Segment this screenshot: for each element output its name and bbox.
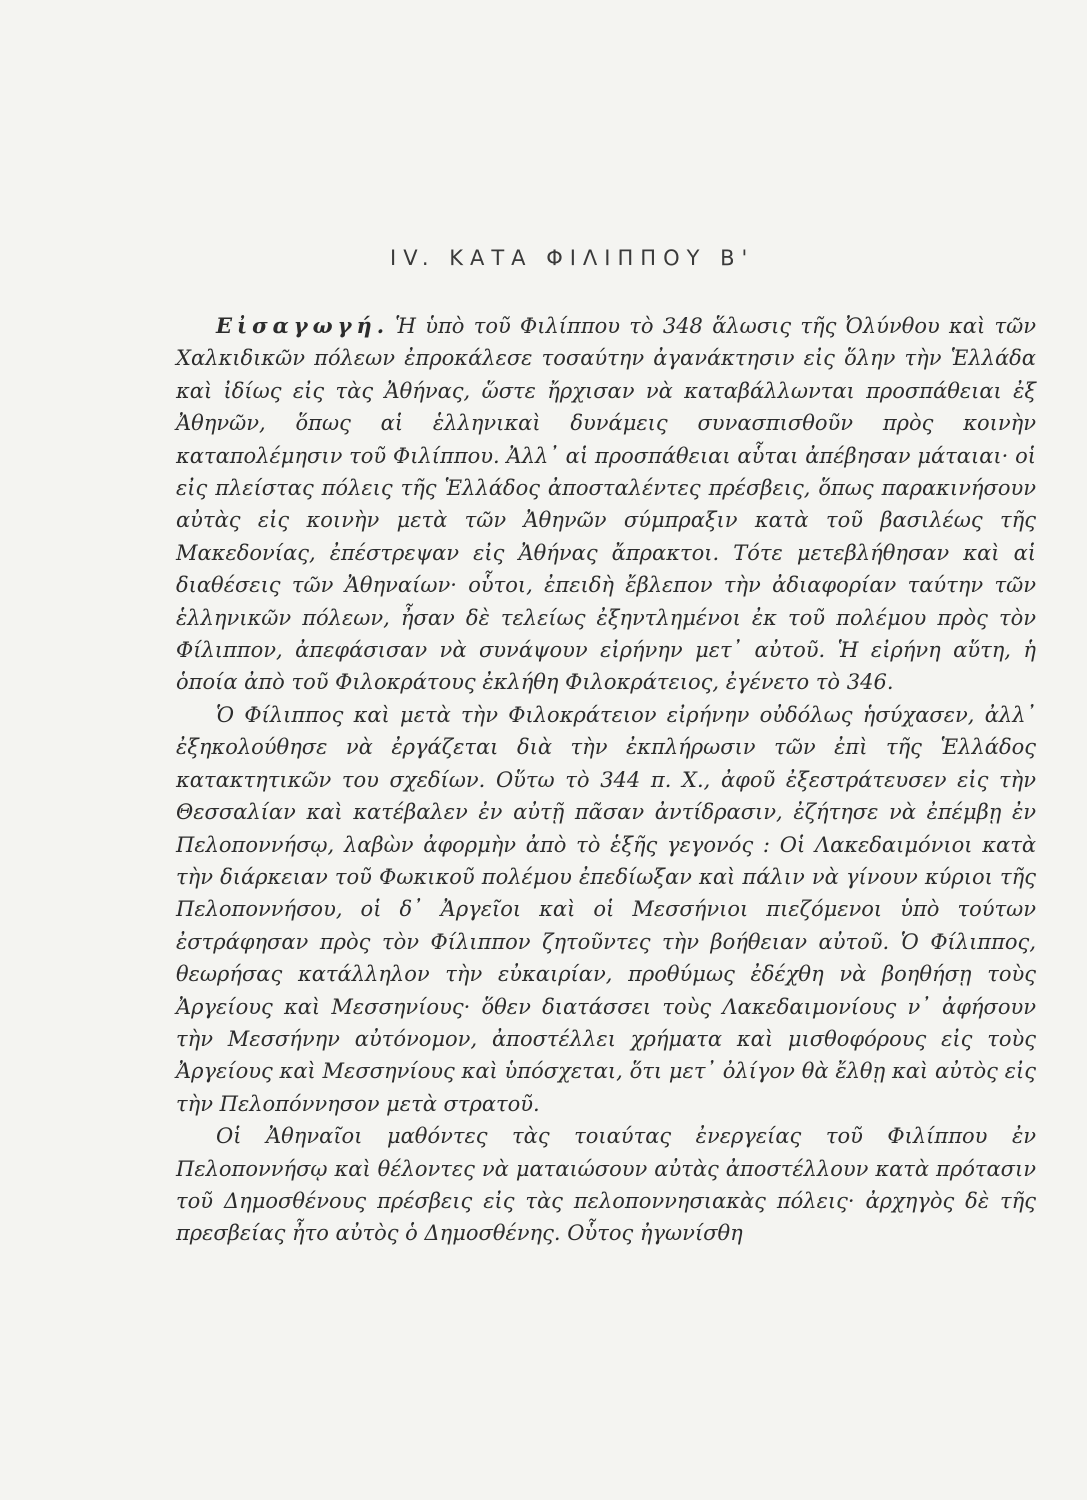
paragraph-3: Οἱ Ἀθηναῖοι μαθόντες τὰς τοιαύτας ἐνεργείας τοῦ Φιλίππου ἐν Πελοποννήσῳ καὶ θέλοντες νὰ ματαιώσουν αὐτὰς ἀποστέλλουν κατὰ πρότασιν τοῦ Δημοσθένους πρέσβεις εἰς τὰς πελοποννησιακὰς πόλεις· ἀρχηγὸς δὲ τῆς πρεσβείας ἦτο αὐτὸς ὁ Δημοσθένης. Οὗτος ἠγωνίσθη bbox=[176, 1124, 1036, 1246]
paragraph-1 bbox=[176, 310, 1036, 699]
body-text bbox=[176, 310, 1036, 1250]
chapter-title: IV. ΚΑΤΑ ΦΙΛΙΠΠΟΥ Β' bbox=[390, 246, 755, 270]
paragraph-2: Ὁ Φίλιππος καὶ μετὰ τὴν Φιλοκράτειον εἰρήνην οὐδόλως ἡσύχασεν, ἀλλ᾽ ἐξηκολούθησε νὰ ἐργάζεται διὰ τὴν ἐκπλήρωσιν τῶν ἐπὶ τῆς Ἑλλάδος κατακτητικῶν του σχεδίων. Οὕτω τὸ 344 π. Χ., ἀφοῦ ἐξεστράτευσεν εἰς τὴν Θεσσαλίαν καὶ κατέβαλεν ἐν αὐτῇ πᾶσαν ἀντίδρασιν, ἐζήτησε νὰ ἐπέμβῃ ἐν Πελοποννήσῳ, λαβὼν ἀφορμὴν ἀπὸ τὸ ἑξῆς γεγονός : Οἱ Λακεδαιμόνιοι κατὰ τὴν διάρκειαν τοῦ Φωκικοῦ πολέμου ἐπεδίωξαν καὶ πάλιν νὰ γίνουν κύριοι τῆς Πελοποννήσου, οἱ δ᾽ Ἀργεῖοι καὶ οἱ Μεσσήνιοι πιεζόμενοι ὑπὸ τούτων ἐστράφησαν πρὸς τὸν Φίλιππον ζητοῦντες τὴν βοήθειαν αὐτοῦ. Ὁ Φίλιππος, θεωρήσας κατάλληλον τὴν εὐκαιρίαν, προθύμως ἐδέχθη νὰ βοηθήσῃ τοὺς Ἀργείους καὶ Μεσσηνίους· ὅθεν διατάσσει τοὺς Λακεδαιμονίους ν᾽ ἀφήσουν τὴν Μεσσήνην αὐτόνομον, ἀποστέλλει χρήματα καὶ μισθοφόρους εἰς τοὺς Ἀργείους καὶ Μεσσηνίους καὶ ὑπόσχεται, ὅτι μετ᾽ ὀλίγον θὰ ἔλθῃ καὶ αὐτὸς εἰς τὴν Πελοπόννησον μετὰ στρατοῦ. bbox=[176, 702, 1036, 1116]
introduction-lead: Εἰσαγωγή. bbox=[216, 313, 390, 338]
paragraph-1-text: Ἡ ὑπὸ τοῦ Φιλίππου τὸ 348 ἅλωσις τῆς Ὀλύνθου καὶ τῶν Χαλκιδικῶν πόλεων ἐπροκάλεσε τοσαύτην ἀγανάκτησιν εἰς ὅλην τὴν Ἑλλάδα καὶ ἰδίως εἰς τὰς Ἀθήνας, ὥστε ἤρχισαν νὰ καταβάλλωνται προσπάθειαι ἐξ Ἀθηνῶν, ὅπως αἱ ἑλληνικαὶ δυνάμεις συνασπισθοῦν πρὸς κοινὴν καταπολέμησιν τοῦ Φιλίππου. Ἀλλ᾽ αἱ προσπάθειαι αὗται ἀπέβησαν μάταιαι· οἱ εἰς πλείστας πόλεις τῆς Ἑλλάδος ἀποσταλέντες πρέσβεις, ὅπως παρακινήσουν αὐτὰς εἰς κοινὴν μετὰ τῶν Ἀθηνῶν σύμπραξιν κατὰ τοῦ βασιλέως τῆς Μακεδονίας, ἐπέστρεψαν εἰς Ἀθήνας ἄπρακτοι. Τότε μετεβλήθησαν καὶ αἱ διαθέσεις τῶν Ἀθηναίων· οὗτοι, ἐπειδὴ ἔβλεπον τὴν ἀδιαφορίαν ταύτην τῶν ἑλληνικῶν πόλεων, ἦσαν δὲ τελείως ἐξηντλημένοι ἐκ τοῦ πολέμου πρὸς τὸν Φίλιππον, ἀπεφάσισαν νὰ συνάψουν εἰρήνην μετ᾽ αὐτοῦ. Ἡ εἰρήνη αὕτη, ἡ ὁποία ἀπὸ τοῦ Φιλοκράτους ἐκλήθη Φιλοκράτειος, ἐγένετο τὸ 346. bbox=[176, 314, 1036, 695]
